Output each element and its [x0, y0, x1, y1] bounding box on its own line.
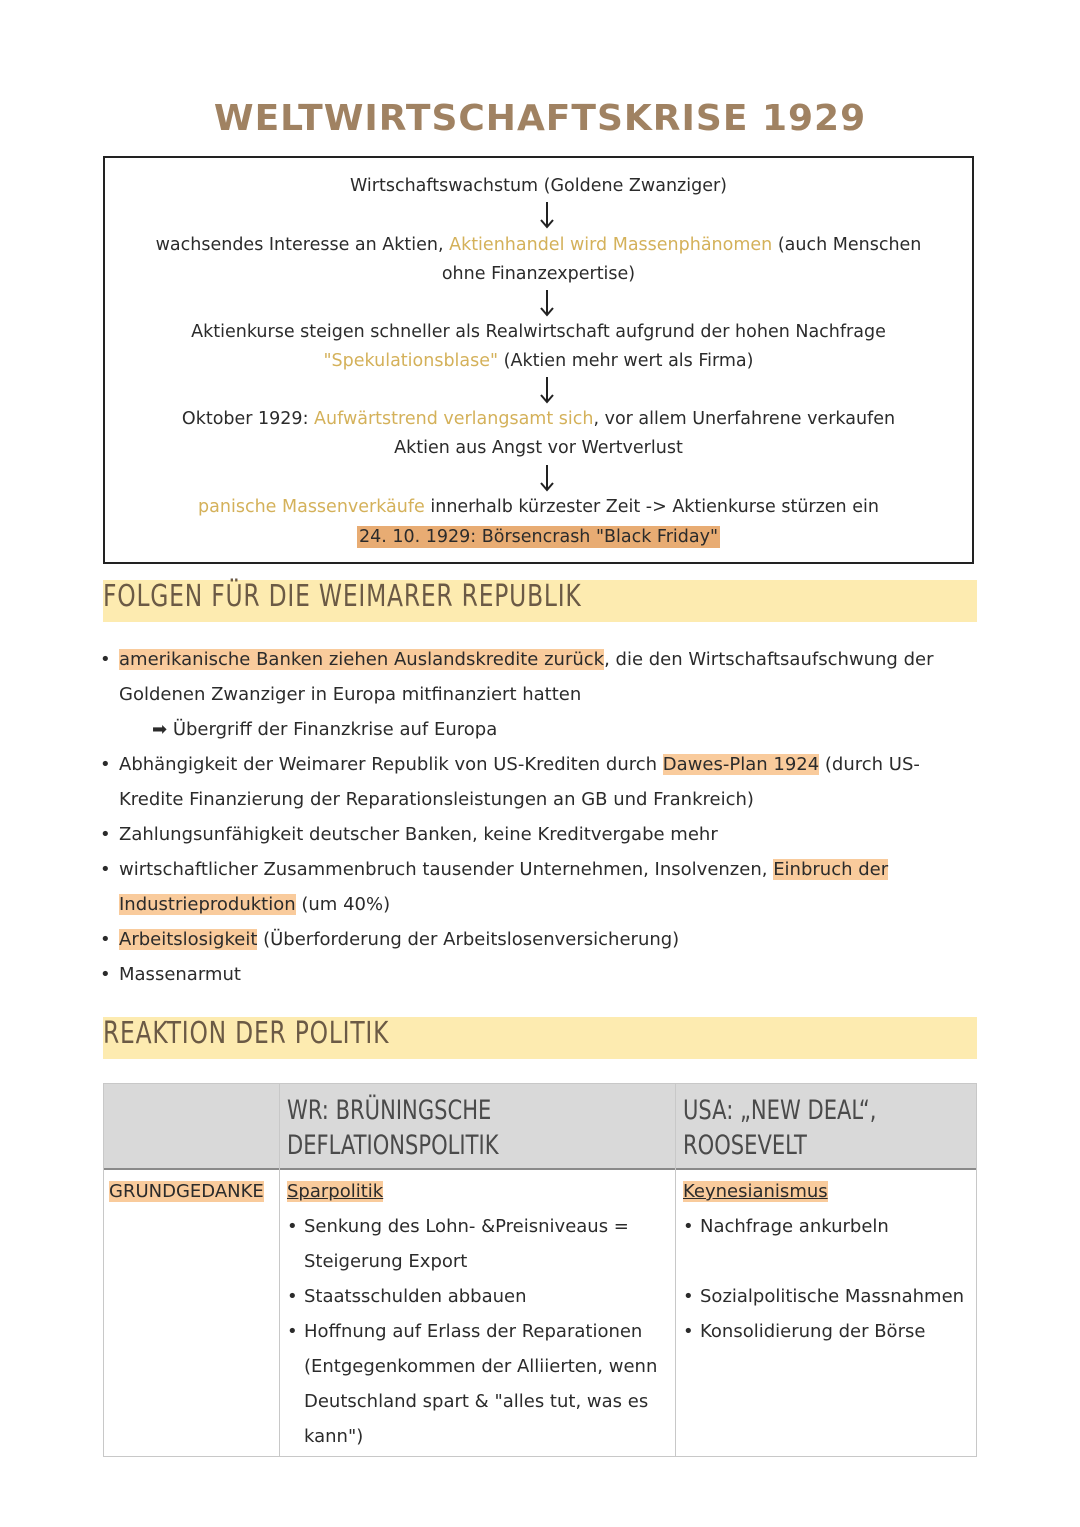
down-arrow-icon	[537, 200, 557, 230]
flow-step-5-cont	[105, 523, 972, 552]
list-item-cont: kann")	[304, 1426, 364, 1447]
list-item-cont: (Entgegenkommen der Alliierten, wenn	[304, 1356, 658, 1377]
flow-step-2-cont: ohne Finanzexpertise)	[441, 264, 636, 284]
black-friday-highlight: 24. 10. 1929: Börsencrash "Black Friday"	[358, 527, 719, 547]
list-item: • Sozialpolitische Massnahmen	[683, 1286, 965, 1307]
list-item: • Massenarmut	[100, 964, 241, 985]
list-item: • Zahlungsunfähigkeit deutscher Banken, keine Kreditvergabe mehr	[100, 824, 718, 845]
down-arrow-icon	[537, 288, 557, 318]
flow-step-3-cont: "Spekulationsblase" (Aktien mehr wert als Firma)	[323, 351, 754, 371]
column-header-wr: WR: BRÜNINGSCHE DEFLATIONSPOLITIK	[287, 1095, 499, 1161]
cell-usa: Keynesianismus • Nachfrage ankurbeln • Sozialpolitische Massnahmen • Konsolidierung der Börse	[683, 1174, 977, 1349]
list-item: • Nachfrage ankurbeln	[683, 1216, 889, 1237]
list-item: • Abhängigkeit der Weimarer Republik von US-Krediten durch Dawes-Plan 1924 (durch US-	[100, 754, 920, 775]
list-item-cont: Kredite Finanzierung der Reparationsleistungen an GB und Frankreich)	[119, 789, 754, 810]
list-item: • Staatsschulden abbauen	[287, 1286, 527, 1307]
column-header-usa: USA: „NEW DEAL“, ROOSEVELT	[683, 1095, 877, 1161]
list-item: • Konsolidierung der Börse	[683, 1321, 926, 1342]
list-item: • Arbeitslosigkeit (Überforderung der Arbeitslosenversicherung)	[100, 929, 680, 950]
section-heading-reaktion: REAKTION DER POLITIK	[103, 1016, 390, 1051]
flow-step-2: wachsendes Interesse an Aktien, Aktienhandel wird Massenphänomen (auch Menschen	[155, 235, 922, 255]
list-item: • Senkung des Lohn- &Preisniveaus =	[287, 1216, 629, 1237]
list-item: • Hoffnung auf Erlass der Reparationen	[287, 1321, 643, 1342]
list-item: • wirtschaftlicher Zusammenbruch tausender Unternehmen, Insolvenzen, Einbruch der	[100, 859, 889, 880]
flow-step-1: Wirtschaftswachstum (Goldene Zwanziger)	[350, 176, 727, 196]
causal-chain-box	[103, 156, 974, 564]
flow-step-5: panische Massenverkäufe innerhalb kürzester Zeit -> Aktienkurse stürzen ein	[198, 497, 879, 517]
flow-step-4: Oktober 1929: Aufwärtstrend verlangsamt sich, vor allem Unerfahrene verkaufen	[181, 409, 896, 429]
right-arrow-icon: ➡	[152, 719, 173, 740]
flow-step-4-cont: Aktien aus Angst vor Wertverlust	[394, 438, 683, 458]
list-subitem: ➡ Übergriff der Finanzkrise auf Europa	[152, 719, 498, 740]
down-arrow-icon	[537, 463, 557, 493]
cell-wr: Sparpolitik • Senkung des Lohn- &Preisniveaus = Steigerung Export • Staatsschulden abbauen • Hoffnung auf Erlass der Reparationen (Entgegenkommen der Alliierten, wenn Deutschland spart & "alles tut, was es kann")	[287, 1174, 671, 1454]
consequences-list	[100, 642, 980, 992]
row-label: GRUNDGEDANKE	[109, 1181, 264, 1202]
page-title: WELTWIRTSCHAFTSKRISE 1929	[213, 98, 867, 139]
down-arrow-icon	[537, 375, 557, 405]
list-item: • amerikanische Banken ziehen Auslandskredite zurück, die den Wirtschaftsaufschwung der	[100, 649, 934, 670]
flow-step-3: Aktienkurse steigen schneller als Realwirtschaft aufgrund der hohen Nachfrage	[191, 322, 886, 342]
section-heading-folgen: FOLGEN FÜR DIE WEIMARER REPUBLIK	[103, 579, 582, 614]
list-item-cont: Industrieproduktion (um 40%)	[119, 894, 391, 915]
list-item-cont: Deutschland spart & "alles tut, was es	[304, 1391, 649, 1412]
comparison-table	[103, 1083, 977, 1457]
list-item-cont: Steigerung Export	[304, 1251, 468, 1272]
list-item-cont: Goldenen Zwanziger in Europa mitfinanziert hatten	[119, 684, 582, 705]
